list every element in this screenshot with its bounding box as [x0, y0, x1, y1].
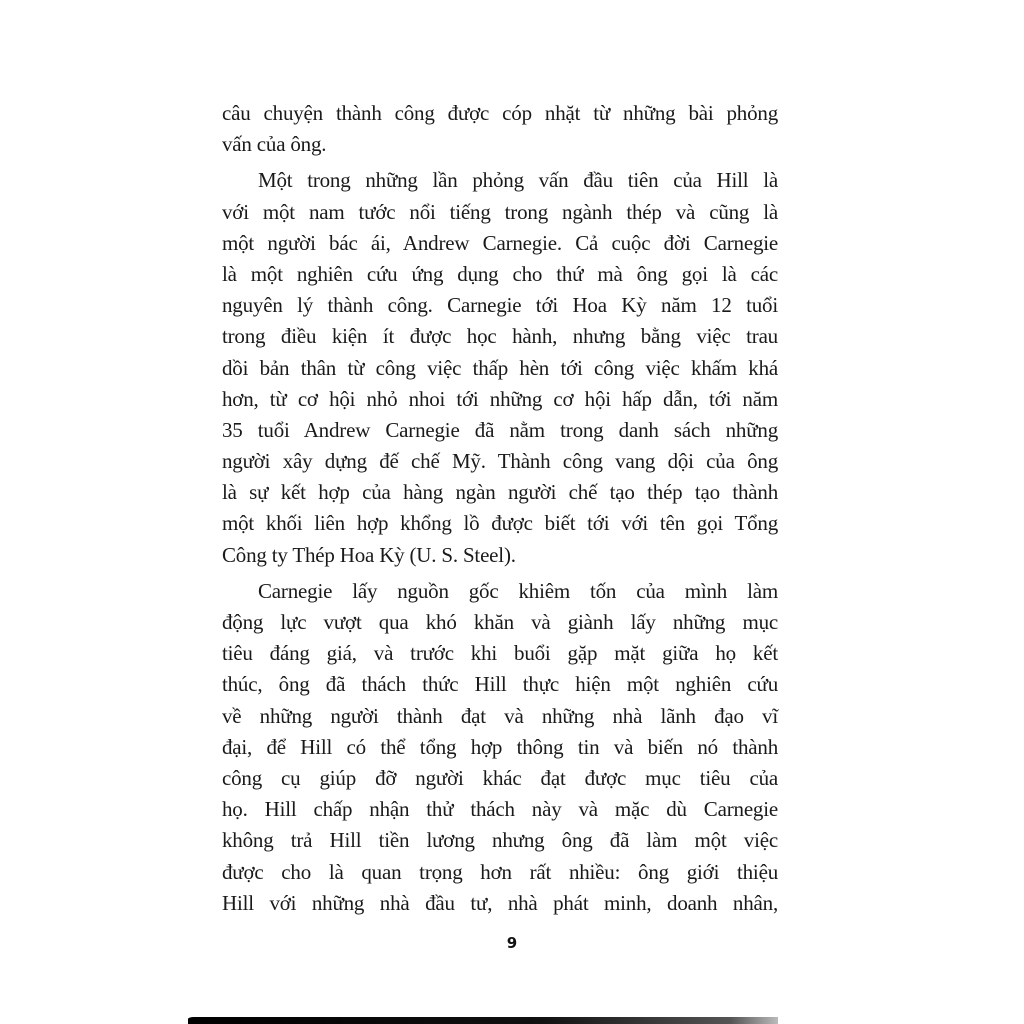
- text-line: họ. Hill chấp nhận thử thách này và mặc dù Carnegie: [222, 797, 778, 822]
- text-line: không trả Hill tiền lương nhưng ông đã làm một việc: [222, 828, 778, 853]
- text-line: người xây dựng đế chế Mỹ. Thành công vang dội của ông: [222, 449, 778, 474]
- paragraph-3: [222, 576, 778, 919]
- text-line: một khối liên hợp khổng lồ được biết tới với tên gọi Tổng: [222, 511, 778, 536]
- text-line: về những người thành đạt và những nhà lãnh đạo vĩ: [222, 703, 778, 728]
- text-line: thúc, ông đã thách thức Hill thực hiện một nghiên cứu: [222, 672, 778, 697]
- page-number: 9: [506, 934, 518, 952]
- text-line: Công ty Thép Hoa Kỳ (U. S. Steel).: [222, 542, 516, 567]
- text-line: trong điều kiện ít được học hành, nhưng bằng việc trau: [222, 324, 778, 349]
- text-line: là một nghiên cứu ứng dụng cho thứ mà ông gọi là các: [222, 261, 778, 286]
- text-line: hơn, từ cơ hội nhỏ nhoi tới những cơ hội hấp dẫn, tới năm: [222, 386, 778, 411]
- text-line: Carnegie lấy nguồn gốc khiêm tốn của mình làm: [258, 578, 778, 603]
- text-line: được cho là quan trọng hơn rất nhiều: ông giới thiệu: [222, 859, 778, 884]
- text-line: 35 tuổi Andrew Carnegie đã nằm trong danh sách những: [222, 417, 778, 442]
- paragraph-1: [222, 98, 778, 160]
- paragraph-2: [222, 165, 778, 570]
- text-line: nguyên lý thành công. Carnegie tới Hoa Kỳ năm 12 tuổi: [222, 293, 778, 318]
- body-text: [222, 98, 778, 919]
- text-line: một người bác ái, Andrew Carnegie. Cả cuộc đời Carnegie: [222, 230, 778, 255]
- text-line: Hill với những nhà đầu tư, nhà phát minh, doanh nhân,: [222, 890, 778, 915]
- text-line: câu chuyện thành công được cóp nhặt từ những bài phỏng: [222, 101, 778, 125]
- text-line: vấn của ông.: [222, 132, 327, 157]
- text-line: với một nam tước nổi tiếng trong ngành thép và cũng là: [222, 199, 778, 224]
- text-line: công cụ giúp đỡ người khác đạt được mục tiêu của: [222, 765, 778, 790]
- text-line: Một trong những lần phỏng vấn đầu tiên của Hill là: [258, 168, 778, 193]
- text-line: tiêu đáng giá, và trước khi buổi gặp mặt giữa họ kết: [222, 641, 778, 666]
- text-line: đại, để Hill có thể tổng hợp thông tin và biến nó thành: [222, 734, 778, 759]
- book-bottom-edge-shadow: [188, 1017, 778, 1024]
- text-line: dồi bản thân từ công việc thấp hèn tới công việc khấm khá: [222, 355, 778, 380]
- text-line: động lực vượt qua khó khăn và giành lấy những mục: [222, 610, 778, 634]
- text-line: là sự kết hợp của hàng ngàn người chế tạo thép tạo thành: [222, 480, 778, 505]
